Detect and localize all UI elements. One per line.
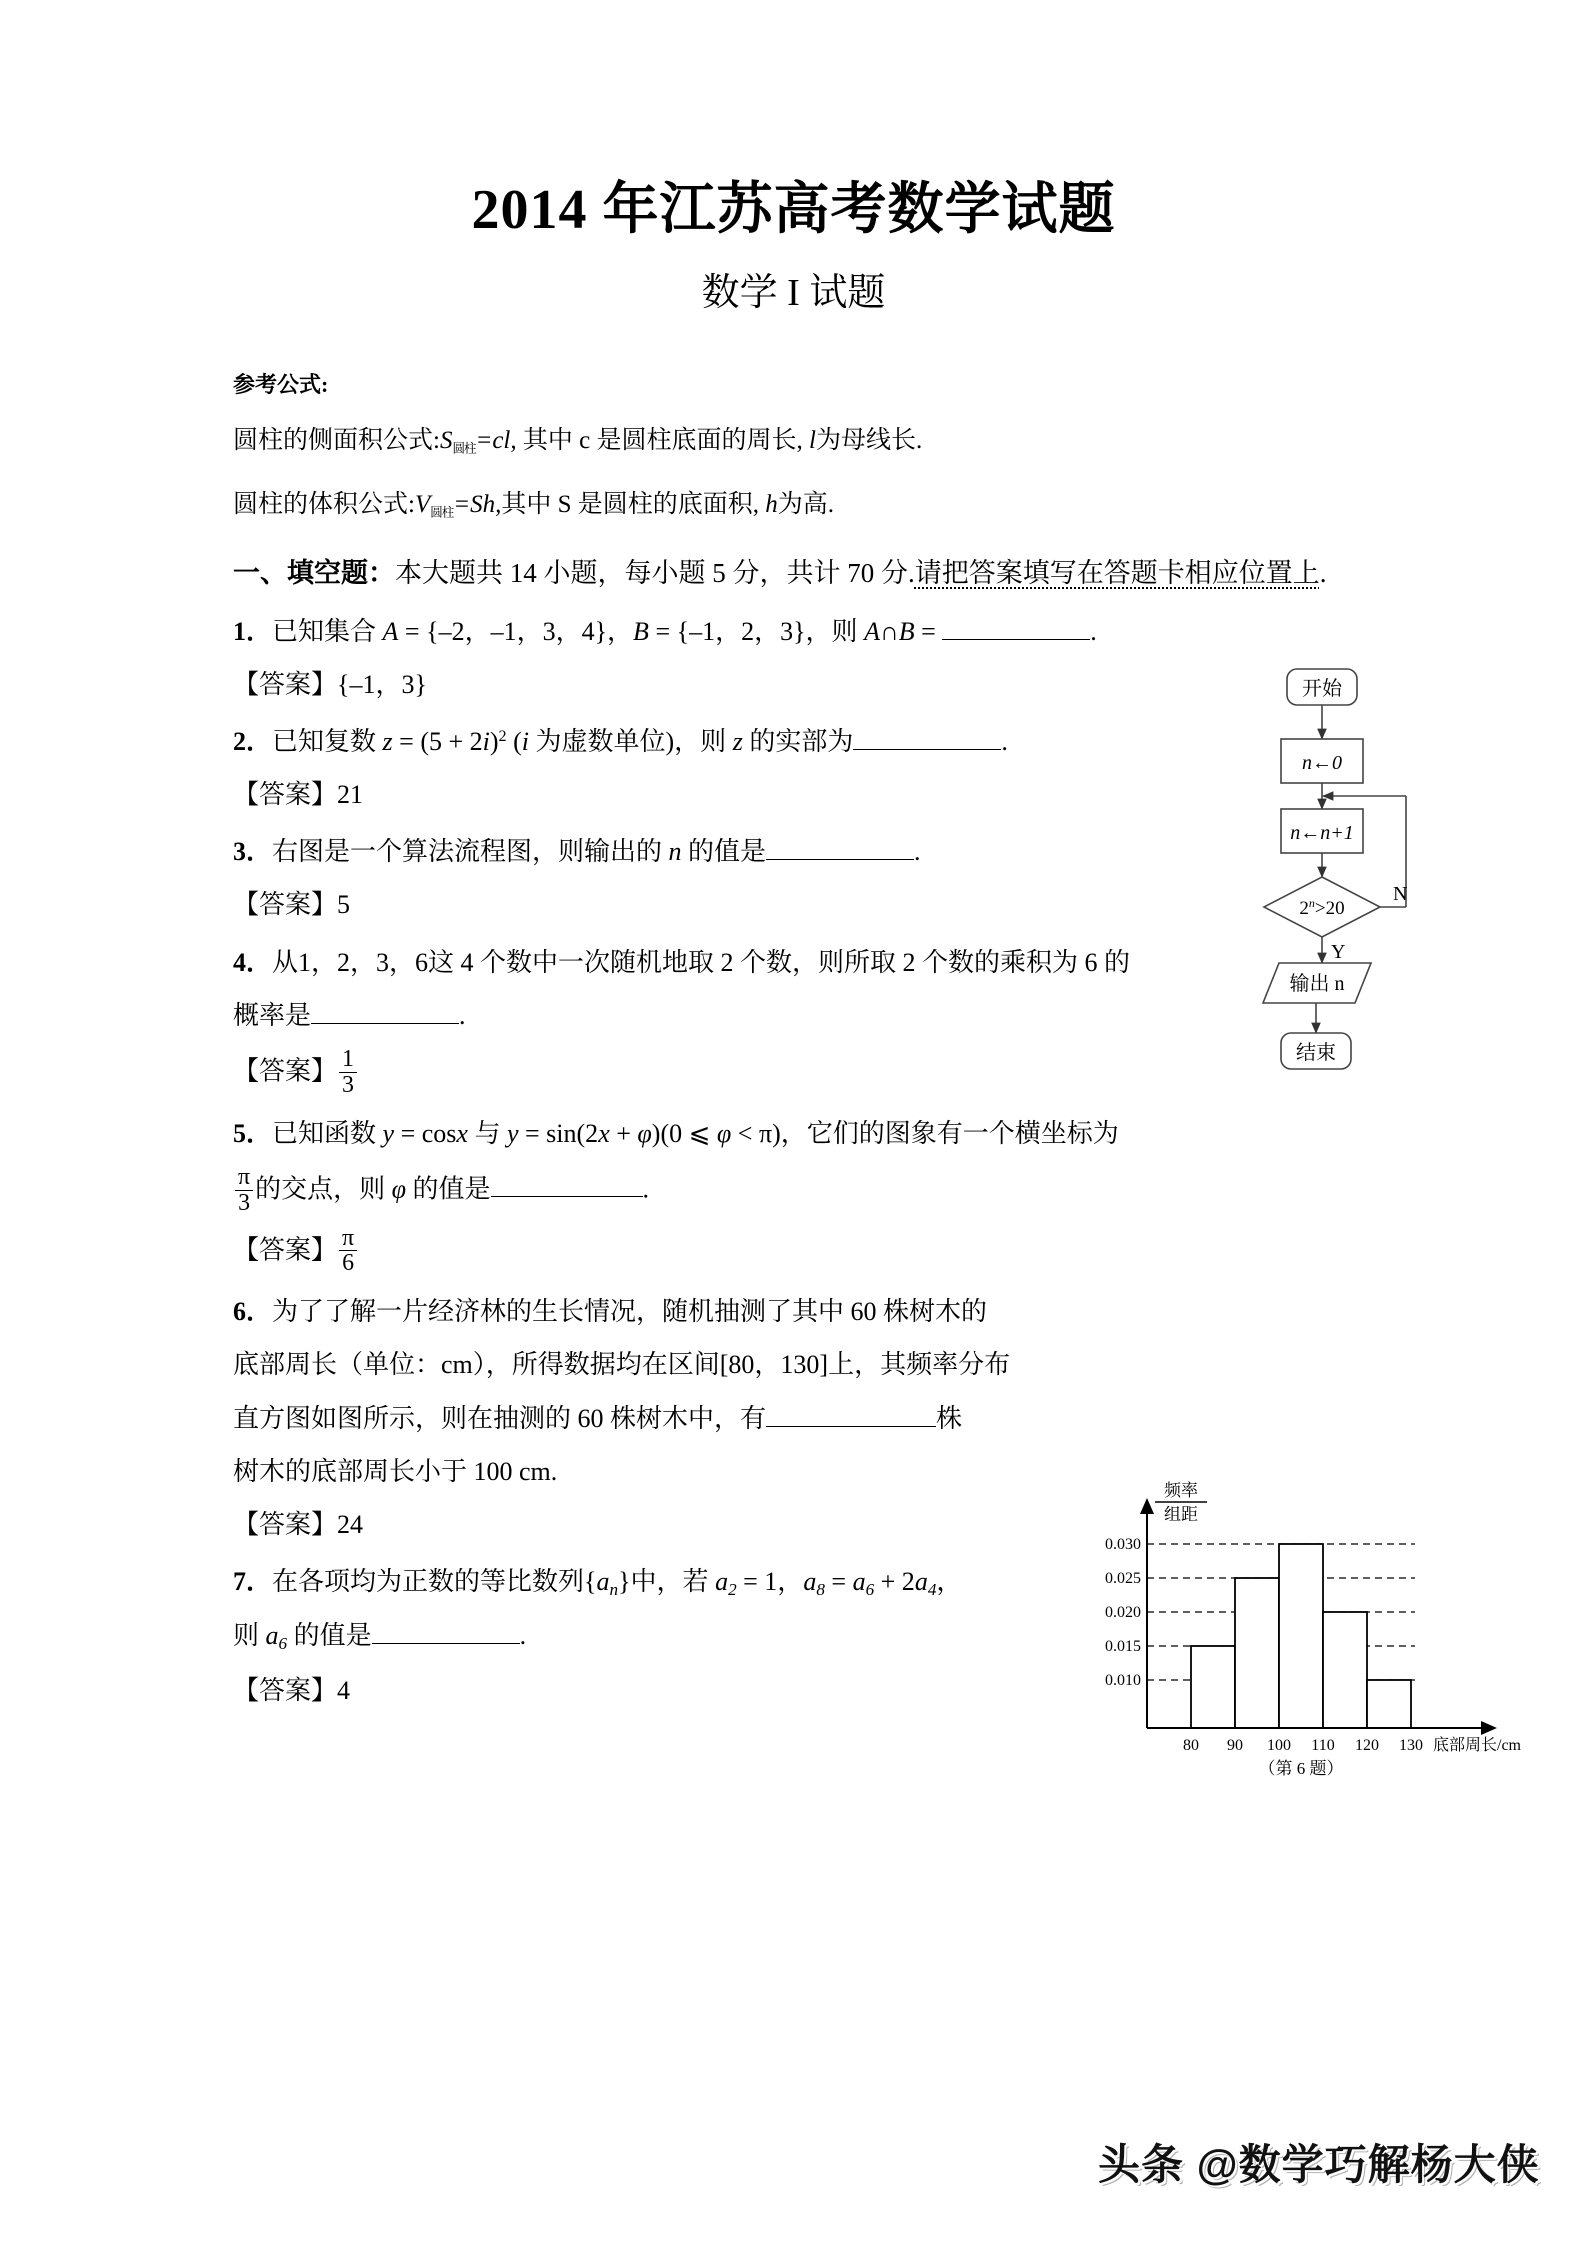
question-4-number: 4． [233, 947, 273, 977]
q7-l1f: ， [936, 1567, 963, 1597]
q5-var-phi3: φ [391, 1174, 406, 1204]
q5-l1e: + [609, 1118, 638, 1148]
question-6-number: 6． [233, 1297, 273, 1327]
answer-value-7: 4 [337, 1675, 351, 1705]
q4-answer-numerator: 1 [342, 1045, 354, 1072]
histogram-ytick-0: 0.010 [1105, 1672, 1141, 1689]
q5-pi-denominator: 3 [235, 1190, 253, 1216]
q2-tail: . [1001, 726, 1008, 756]
histogram-y-ticks [1105, 1536, 1141, 1689]
volume-subscript: 圆柱 [430, 505, 454, 520]
q4-answer-blank[interactable] [311, 996, 459, 1023]
volume-tail: 其中 S 是圆柱的底面积, [501, 491, 760, 519]
q1-part2: = {–2，–1，3，4}， [398, 616, 634, 646]
answer-value-3: 5 [337, 890, 351, 920]
q2-var-i: i [482, 726, 490, 756]
q7-a8: a [803, 1567, 817, 1597]
question-6-text-line2 [233, 1343, 1233, 1386]
cylinder-lateral-area-formula [233, 424, 1363, 458]
histogram-xtick-1: 90 [1227, 1737, 1243, 1754]
q4-answer-denominator: 3 [339, 1072, 357, 1098]
q5-l1f: )(0 ⩽ [651, 1118, 717, 1148]
flowchart-output-label: 输出 n [1289, 973, 1345, 995]
q1-set-b: B [633, 616, 649, 646]
q1-answer-blank[interactable] [942, 612, 1090, 639]
q5-l1a: 已知函数 [272, 1118, 383, 1148]
q2-var-z: z [382, 726, 393, 756]
q1-intersect-icon: ∩ [879, 616, 899, 646]
question-7-text-line1 [233, 1560, 1233, 1604]
section-heading-fill-in-blank [233, 552, 1358, 596]
q2-part1: 已知复数 [272, 726, 383, 756]
q7-a6-sub: 6 [865, 1579, 875, 1599]
histogram-bars [1191, 1544, 1411, 1728]
q7-a4: a [914, 1567, 928, 1597]
q3-answer-blank[interactable] [766, 833, 914, 860]
q7-seq-a: a [596, 1567, 610, 1597]
question-block-4 [233, 941, 1363, 1098]
flowchart-end-label: 结束 [1296, 1042, 1336, 1064]
answer-label-3: 【答案】 [233, 890, 338, 920]
answer-label-1: 【答案】 [233, 669, 338, 699]
answer-label-4: 【答案】 [233, 1056, 338, 1086]
q3-part2: 的值是 [681, 837, 767, 867]
q5-answer-blank[interactable] [491, 1170, 643, 1197]
question-block-2 [233, 720, 1363, 816]
q7-l2tail: . [519, 1621, 527, 1651]
question-7-text-line2 [233, 1614, 1233, 1658]
question-5-number: 5． [233, 1118, 273, 1148]
q2-var-z2: z [732, 726, 743, 756]
flowchart-increment-label: n←n+1 [1290, 822, 1354, 844]
q7-a6: a [852, 1567, 866, 1597]
flowchart-no-label: N [1393, 883, 1408, 905]
q5-l1d: = sin(2 [518, 1118, 599, 1148]
q2-part5: 为虚数单位)，则 [529, 726, 733, 756]
watermark-text: 头条 @数学巧解杨大侠 [1098, 2141, 1540, 2188]
reference-formulas-heading: 参考公式: [233, 372, 329, 397]
question-5-text-line2 [233, 1165, 1233, 1216]
algorithm-flowchart-figure [1243, 655, 1493, 1095]
histogram-bar-90-100 [1235, 1578, 1279, 1728]
histogram-x-axis-label: 底部周长/cm [1433, 1737, 1521, 1754]
q6-line2: 底部周长（单位：cm），所得数据均在区间[80，130]上，其频率分布 [233, 1350, 1011, 1380]
q5-pi-over-3 [235, 1165, 253, 1216]
question-5-answer [233, 1226, 1363, 1277]
q5-answer-fraction [339, 1226, 357, 1277]
q3-tail: . [914, 837, 921, 867]
flowchart-condition-exponent: n [1308, 896, 1315, 910]
answer-value-2: 21 [337, 780, 364, 810]
volume-rhs: =Sh, [453, 491, 502, 519]
question-6-text-line3 [233, 1397, 1233, 1440]
q4-line2-prefix: 概率是 [233, 1000, 312, 1030]
q7-a8-sub: 8 [816, 1579, 825, 1599]
answer-label-2: 【答案】 [233, 780, 338, 810]
q5-var-phi: φ [637, 1118, 652, 1148]
q4-line1: 从1，2，3，6这 4 个数中一次随机地取 2 个数，则所取 2 个数的乘积为 6 的 [272, 947, 1131, 977]
lateral-area-l: l [809, 427, 816, 455]
q5-l2a: 的交点，则 [255, 1174, 392, 1204]
question-block-5 [233, 1112, 1363, 1277]
question-1-number: 1． [233, 616, 273, 646]
volume-h: h [765, 491, 778, 519]
histogram-svg [1085, 1468, 1545, 1798]
lateral-area-tail2: 为母线长. [815, 427, 923, 455]
q2-part2: = (5 + 2 [392, 726, 483, 756]
flowchart-yes-label: Y [1331, 941, 1346, 963]
volume-tail2: 为高. [777, 491, 835, 519]
question-2-number: 2． [233, 726, 273, 756]
section-label: 一、填空题： [233, 557, 395, 588]
q6-answer-blank[interactable] [766, 1399, 936, 1426]
lateral-area-prefix: 圆柱的侧面积公式: [233, 427, 440, 455]
q7-l1d: = [824, 1567, 853, 1597]
section-emphasized-note: 请把答案填写在答题卡相应位置上 [914, 557, 1320, 588]
q7-l1c: = 1， [736, 1567, 804, 1597]
histogram-ylabel-top: 频率 [1164, 1481, 1198, 1500]
histogram-xtick-5: 130 [1399, 1737, 1423, 1754]
q6-line3b: 株 [936, 1403, 963, 1433]
flowchart-condition-rest: >20 [1314, 898, 1345, 919]
q7-answer-blank[interactable] [372, 1617, 520, 1644]
question-4-answer [233, 1047, 1363, 1098]
question-block-1 [233, 610, 1363, 706]
question-4-text-line1 [233, 941, 1233, 984]
q2-answer-blank[interactable] [853, 723, 1001, 750]
q7-l2b: 的值是 [287, 1621, 372, 1651]
q7-l1e: + 2 [874, 1567, 915, 1597]
question-7-number: 7． [233, 1567, 273, 1597]
answer-label-6: 【答案】 [233, 1509, 338, 1539]
q5-answer-denominator: 6 [339, 1250, 357, 1276]
q7-seq-a-sub: n [609, 1579, 619, 1599]
histogram-xtick-0: 80 [1183, 1737, 1199, 1754]
histogram-bar-120-130 [1367, 1680, 1411, 1728]
q7-l2a: 则 [233, 1621, 266, 1651]
histogram-caption: （第 6 题） [1258, 1759, 1344, 1778]
question-6-text-line1 [233, 1290, 1233, 1333]
lateral-area-symbol: S [439, 427, 453, 455]
q7-a6-2: a [265, 1621, 279, 1651]
answer-label-5: 【答案】 [233, 1234, 338, 1264]
histogram-ytick-3: 0.025 [1105, 1570, 1141, 1587]
question-1-text [233, 610, 1233, 653]
histogram-ylabel-bottom: 组距 [1164, 1505, 1198, 1524]
flowchart-condition-base: 2 [1299, 898, 1309, 919]
q5-var-y: y [382, 1118, 395, 1148]
q6-line1: 为了了解一片经济林的生长情况，随机抽测了其中 60 株树木的 [272, 1297, 988, 1327]
q5-var-x: x [456, 1118, 468, 1148]
q3-part1: 右图是一个算法流程图，则输出的 [272, 837, 669, 867]
q5-l1c: 与 [467, 1118, 507, 1148]
question-block-3 [233, 830, 1363, 926]
question-3-answer [233, 883, 1363, 926]
page-title: 2014 年江苏高考数学试题 [471, 179, 1116, 241]
histogram-bar-80-90 [1191, 1646, 1235, 1728]
answer-value-6: 24 [337, 1509, 364, 1539]
lateral-area-rhs: =cl, [475, 427, 517, 455]
q1-set-a2: A [864, 616, 880, 646]
q7-a2: a [715, 1567, 729, 1597]
q1-set-b2: B [898, 616, 915, 646]
q1-part3: = {–1，2，3}，则 [648, 616, 865, 646]
section-text: 本大题共 14 小题，每小题 5 分，共计 70 分. [395, 557, 915, 588]
q5-l2tail: . [642, 1174, 649, 1204]
question-3-number: 3． [233, 837, 273, 867]
q7-a6-2-sub: 6 [278, 1634, 288, 1654]
question-2-text [233, 720, 1233, 763]
q2-exponent: 2 [498, 728, 507, 746]
question-3-text [233, 830, 1233, 873]
histogram-ytick-1: 0.015 [1105, 1638, 1141, 1655]
q5-var-x2: x [598, 1118, 610, 1148]
histogram-bar-110-120 [1323, 1612, 1367, 1728]
volume-prefix: 圆柱的体积公式: [233, 491, 415, 519]
answer-value-1: {–1，3} [337, 669, 427, 699]
q7-l1a: 在各项均为正数的等比数列{ [272, 1567, 597, 1597]
q6-line3a: 直方图如图所示，则在抽测的 60 株树木中，有 [233, 1403, 767, 1433]
question-5-text-line1 [233, 1112, 1233, 1155]
question-1-answer [233, 663, 1363, 706]
flowchart-condition-label [1299, 896, 1344, 919]
section-period: . [1319, 557, 1327, 588]
frequency-histogram-figure [1085, 1468, 1545, 1798]
q1-part1: 已知集合 [272, 616, 383, 646]
q2-part3: ) [489, 726, 499, 756]
q7-a2-sub: 2 [728, 1579, 737, 1599]
q2-var-i2: i [521, 726, 530, 756]
q7-l1b: }中，若 [618, 1567, 716, 1597]
histogram-xtick-3: 110 [1311, 1737, 1335, 1754]
histogram-xtick-2: 100 [1267, 1737, 1291, 1754]
q6-line4: 树木的底部周长小于 100 cm. [233, 1456, 558, 1486]
cylinder-volume-formula [233, 488, 1363, 522]
flowchart-start-label: 开始 [1302, 678, 1342, 700]
question-4-text-line2 [233, 994, 1233, 1037]
q1-set-a: A [382, 616, 399, 646]
q5-l1b: = cos [394, 1118, 457, 1148]
q5-var-phi2: φ [716, 1118, 732, 1148]
q5-l1g: < π)，它们的图象有一个横坐标为 [731, 1118, 1119, 1148]
q5-pi-numerator: π [238, 1163, 251, 1190]
histogram-xtick-4: 120 [1355, 1737, 1379, 1754]
lateral-area-subscript: 圆柱 [452, 441, 476, 456]
volume-symbol: V [414, 491, 431, 519]
q5-answer-numerator: π [342, 1224, 355, 1251]
q4-line2-tail: . [459, 1000, 466, 1030]
histogram-ytick-4: 0.030 [1105, 1536, 1141, 1553]
q4-answer-fraction [339, 1047, 357, 1098]
question-2-answer [233, 773, 1363, 816]
q1-part4: = [914, 616, 943, 646]
q5-var-y2: y [506, 1118, 519, 1148]
question-6-text-line4 [233, 1450, 1233, 1493]
histogram-ytick-2: 0.020 [1105, 1604, 1141, 1621]
page-subtitle: 数学 I 试题 [701, 272, 886, 314]
q7-a4-sub: 4 [927, 1579, 937, 1599]
flowchart-init-label: n←0 [1302, 752, 1342, 774]
answer-label-7: 【答案】 [233, 1675, 338, 1705]
q5-l2b: 的值是 [405, 1174, 491, 1204]
q2-part4: ( [506, 726, 522, 756]
histogram-x-ticks [1183, 1737, 1423, 1754]
histogram-bar-100-110 [1279, 1544, 1323, 1728]
flowchart-svg [1243, 655, 1493, 1095]
q2-part6: 的实部为 [742, 726, 854, 756]
lateral-area-tail: 其中 c 是圆柱底面的周长, [522, 427, 803, 455]
q1-tail: . [1090, 616, 1097, 646]
q3-var-n: n [668, 837, 682, 867]
